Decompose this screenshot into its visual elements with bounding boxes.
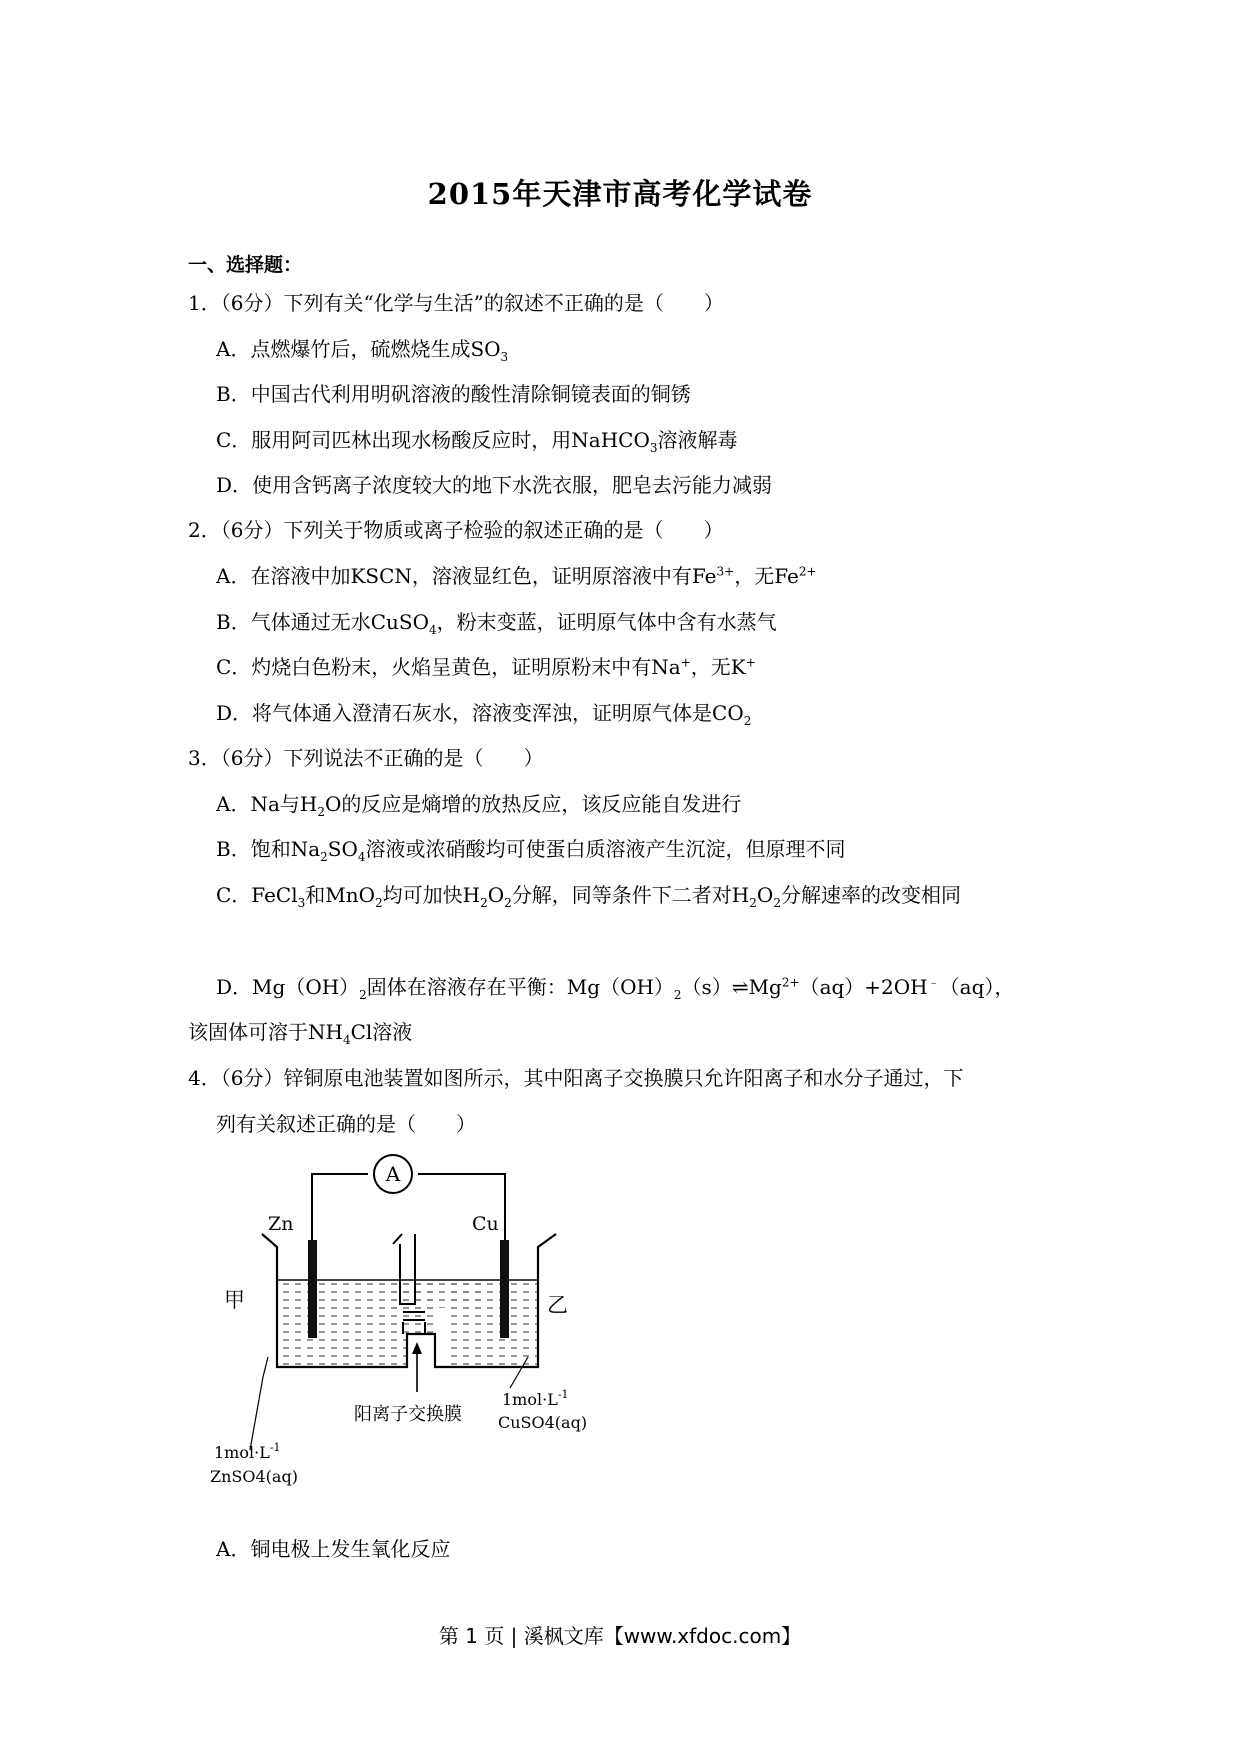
q2-option-b: B．气体通过无水CuSO$_4$，粉末变蓝，证明原气体中含有水蒸气: [216, 610, 777, 637]
right-cell-label: 乙: [547, 1293, 568, 1317]
left-cell-label: 甲: [224, 1288, 245, 1312]
q3-option-d: D．$Mg(OH)_2$固体在溶液存在平衡：$Mg(OH)_2(s)\rightleftharpoons Mg^{2+}(aq)+2OH^﹣(aq)$，: [216, 975, 1015, 1002]
q3-option-b: B．饱和$Na_2SO_4$溶液或浓硝酸均可使蛋白质溶液产生沉淀，但原理不同: [216, 837, 846, 864]
membrane-label: 阳离子交换膜: [354, 1404, 462, 1425]
q1-option-b: B．中国古代利用明矾溶液的酸性清除铜镜表面的铜锈: [216, 382, 691, 406]
q2-stem: 2．（6分）下列关于物质或离子检验的叙述正确的是（ ）: [188, 518, 724, 542]
q1-stem: 1．（6分）下列有关“化学与生活”的叙述不正确的是（ ）: [188, 291, 724, 315]
q3-option-d-continuation: 该固体可溶于$NH_4Cl$溶液: [188, 1020, 413, 1047]
q4-stem-line1: 4．（6分）锌铜原电池装置如图所示，其中阳离子交换膜只允许阳离子和水分子通过，下: [188, 1066, 964, 1090]
zn-label: Zn: [268, 1213, 294, 1235]
cu-label: Cu: [472, 1213, 499, 1235]
page-title: 2015年天津市高考化学试卷: [427, 177, 813, 211]
q4-stem-line2: 列有关叙述正确的是（ ）: [216, 1112, 476, 1136]
q1-option-a: A．点燃爆竹后，硫燃烧生成$SO_3$: [216, 337, 509, 364]
right-conc-label: $1mol\cdot L^{-1}$: [502, 1388, 569, 1409]
q2-option-d: D．将气体通入澄清石灰水，溶液变浑浊，证明原气体是$CO_2$: [216, 701, 752, 728]
ammeter-label: A: [385, 1162, 401, 1186]
q1-option-d: D．使用含钙离子浓度较大的地下水洗衣服，肥皂去污能力减弱: [216, 473, 773, 497]
page-footer: 第 1 页 | 溪枫文库【www.xfdoc.com】: [438, 1624, 802, 1648]
q3-option-a: A．Na与$H_2O$的反应是熵增的放热反应，该反应能自发进行: [216, 792, 742, 819]
q2-option-c: C．灼烧白色粉末，火焰呈黄色，证明原粉末中有Na+，无K+: [216, 655, 756, 679]
right-solution-label: CuSO4(aq): [498, 1413, 588, 1432]
left-solution-label: ZnSO4(aq): [210, 1467, 298, 1486]
section-heading: 一、选择题：: [188, 254, 303, 276]
q2-option-a: A．在溶液中加KSCN，溶液显红色，证明原溶液中有$Fe^{3+}$，无$Fe^{2+}$: [216, 564, 817, 588]
q4-option-a: A．铜电极上发生氧化反应: [216, 1537, 451, 1561]
q3-option-c: C．FeCl$_3$和MnO$_2$均可加快$H_2O_2$分解，同等条件下二者对$H_2O_2$分解速率的改变相同: [216, 883, 961, 910]
left-conc-label: $1mol\cdot L^{-1}$: [214, 1441, 281, 1462]
q1-option-c: C．服用阿司匹林出现水杨酸反应时，用NaHCO$_3$溶液解毒: [216, 428, 738, 455]
q3-stem: 3．（6分）下列说法不正确的是（ ）: [188, 746, 544, 770]
galvanic-cell-diagram: [210, 1152, 680, 1502]
cu-electrode: [500, 1240, 509, 1338]
zn-electrode: [308, 1240, 317, 1338]
